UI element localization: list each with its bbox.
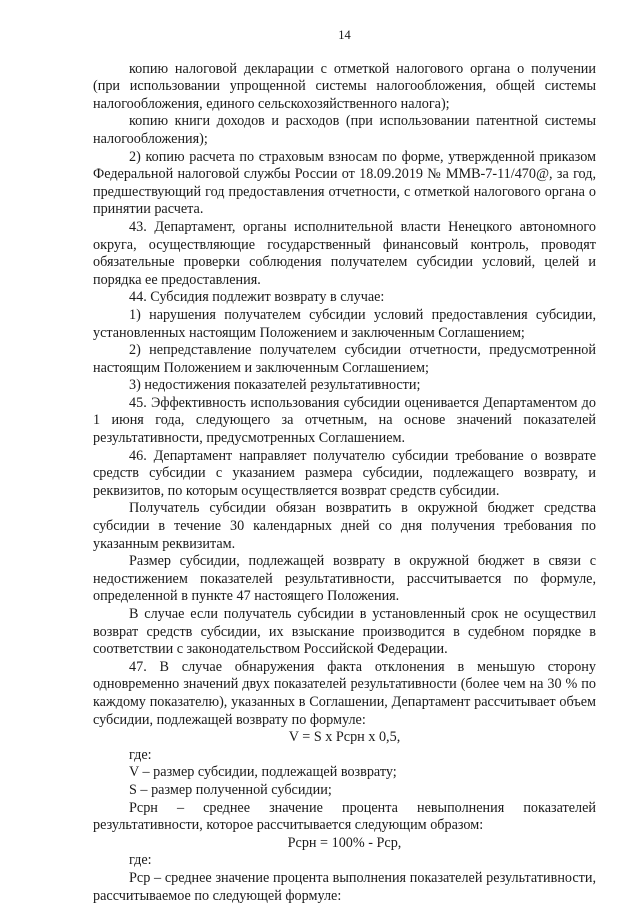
formula-rsrn: Рсрн = 100% - Рср, [287, 834, 402, 851]
paragraph: 47. В случае обнаружения факта отклонения в меньшую сторону одновременно значений двух показателей результативности (более чем на 30 % по каждому показателю), указанных в Соглашении, Департамент рассчитывает объем субсидии, подлежащей возврату по формуле: [93, 658, 596, 728]
paragraph: В случае если получатель субсидии в установленный срок не осуществил возврат средств субсидии, их взыскание производится в судебном порядке в соответствии с законодательством Российской Федерации. [93, 606, 596, 658]
where-label: где: [129, 852, 152, 869]
paragraph: 46. Департамент направляет получателю субсидии требование о возврате средств субсидии с указанием размера субсидии, подлежащего возврату, и реквизитов, по которым осуществляется возврат средств субсидии. [93, 447, 596, 499]
definition-rsrn: Рсрн – среднее значение процента невыполнения показателей результативности, которое рассчитывается следующим образом: [93, 799, 596, 834]
where-label: где: [129, 746, 152, 763]
page-number: 14 [338, 28, 351, 42]
paragraph: копию налоговой декларации с отметкой налогового органа о получении (при использовании упрощенной системы налогообложения, общей системы налогообложения, единого сельскохозяйственного налога); [93, 60, 596, 112]
paragraph: 45. Эффективность использования субсидии оценивается Департаментом до 1 июня года, следующего за отчетным, на основе значений показателей результативности, предусмотренных Соглашением. [93, 394, 596, 447]
paragraph: 2) непредставление получателем субсидии отчетности, предусмотренной настоящим Положением и заключенным Соглашением; [93, 342, 596, 376]
definition-rsr: Рср – среднее значение процента выполнения показателей результативности, рассчитываемое по следующей формуле: [93, 869, 596, 904]
definition-v: V – размер субсидии, подлежащей возврату; [129, 764, 397, 781]
paragraph: 43. Департамент, органы исполнительной власти Ненецкого автономного округа, осуществляющие государственный финансовый контроль, проводят обязательные проверки соблюдения получателем субсидии условий, целей и порядка ее предоставления. [93, 218, 596, 288]
paragraph: 2) копию расчета по страховым взносам по форме, утвержденной приказом Федеральной налоговой службы России от 18.09.2019 № ММВ-7-11/470@, за год, предшествующий год предоставления отчетности, с отметкой налогового органа о принятии расчета. [93, 148, 596, 218]
definition-s: S – размер полученной субсидии; [129, 781, 332, 798]
paragraph: 3) недостижения показателей результативности; [129, 377, 421, 394]
paragraph: Размер субсидии, подлежащей возврату в окружной бюджет в связи с недостижением показателей результативности, рассчитывается по формуле, определенной в пункте 47 настоящего Положения. [93, 553, 596, 605]
paragraph: 44. Субсидия подлежит возврату в случае: [129, 289, 385, 306]
paragraph: 1) нарушения получателем субсидии условий предоставления субсидии, установленных настоящим Положением и заключенным Соглашением; [93, 306, 596, 341]
paragraph: копию книги доходов и расходов (при использовании патентной системы налогообложения); [93, 113, 596, 147]
formula-volume: V = S x Pcpн x 0,5, [288, 729, 401, 746]
paragraph: Получатель субсидии обязан возвратить в окружной бюджет средства субсидии в течение 30 календарных дней со дня получения требования по указанным реквизитам. [93, 500, 596, 552]
